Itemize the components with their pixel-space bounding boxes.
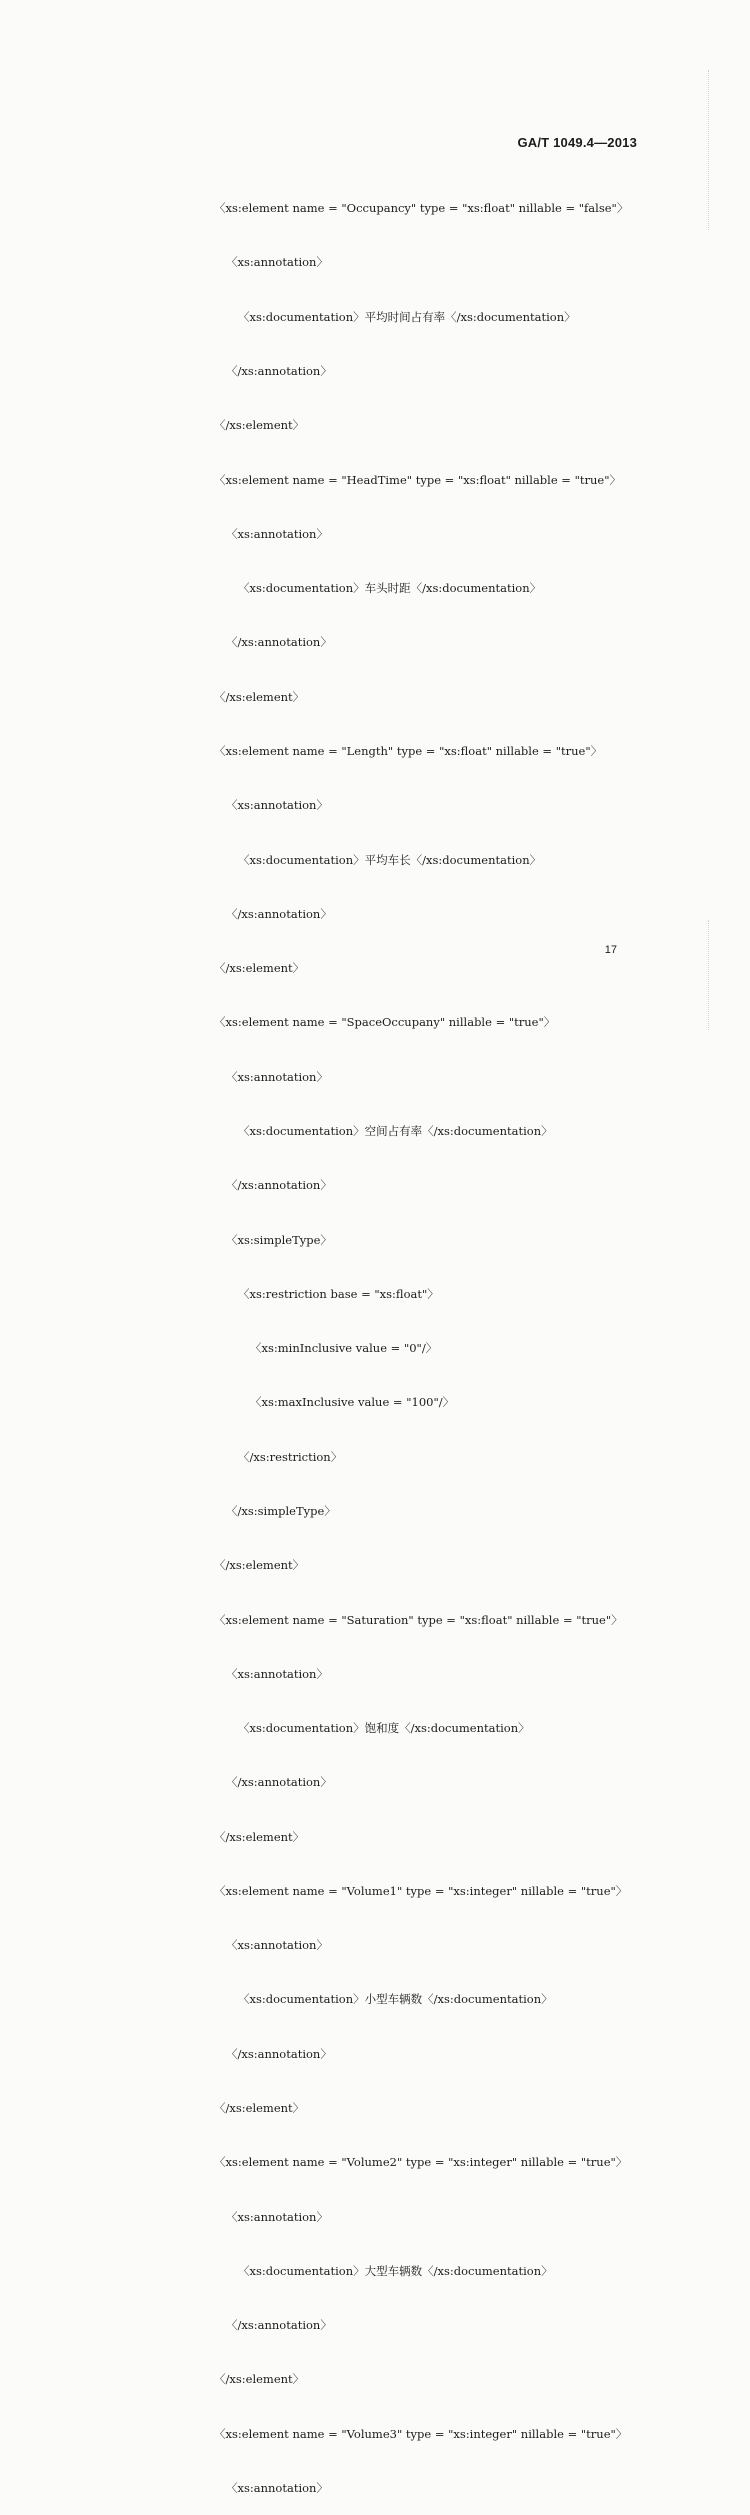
code-line: 〈xs:documentation〉空间占有率〈/xs:documentation〉	[238, 1123, 553, 1138]
code-line: 〈xs:restriction base = "xs:float"〉	[238, 1286, 439, 1301]
xml-schema-code-block	[214, 163, 628, 2515]
code-line: 〈/xs:annotation〉	[226, 364, 332, 379]
code-line: 〈/xs:restriction〉	[238, 1449, 343, 1464]
code-line: 〈xs:annotation〉	[226, 798, 328, 813]
scan-edge-artifact	[708, 70, 710, 230]
code-line: 〈/xs:simpleType〉	[226, 1503, 336, 1518]
code-line: 〈/xs:annotation〉	[226, 906, 332, 921]
code-line: 〈xs:annotation〉	[226, 255, 328, 270]
code-line: 〈xs:documentation〉平均车长〈/xs:documentation〉	[238, 852, 542, 867]
code-line: 〈xs:element name = "SpaceOccupany" nillable = "true"〉	[214, 1015, 556, 1030]
code-line: 〈/xs:element〉	[214, 1829, 305, 1844]
code-line: 〈xs:documentation〉车头时距〈/xs:documentation〉	[238, 581, 542, 596]
code-line: 〈xs:annotation〉	[226, 526, 328, 541]
code-line: 〈xs:documentation〉大型车辆数〈/xs:documentation〉	[238, 2263, 553, 2278]
code-line: 〈xs:annotation〉	[226, 2481, 328, 2495]
code-line: 〈/xs:element〉	[214, 418, 305, 433]
code-line: 〈/xs:annotation〉	[226, 1178, 332, 1193]
code-line: 〈xs:annotation〉	[226, 2209, 328, 2224]
code-line: 〈xs:element name = "Length" type = "xs:float" nillable = "true"〉	[214, 744, 603, 758]
code-line: 〈xs:element name = "Saturation" type = "xs:float" nillable = "true"〉	[214, 1612, 623, 1627]
code-line: 〈/xs:annotation〉	[226, 2046, 332, 2061]
code-line: 〈xs:documentation〉平均时间占有率〈/xs:documentation〉	[238, 309, 576, 324]
code-line: 〈xs:annotation〉	[226, 1938, 328, 1953]
code-line: 〈xs:annotation〉	[226, 1666, 328, 1681]
code-line: 〈/xs:element〉	[214, 689, 305, 704]
code-line: 〈xs:element name = "Occupancy" type = "xs:float" nillable = "false"〉	[214, 201, 629, 216]
code-line: 〈/xs:annotation〉	[226, 635, 332, 650]
code-line: 〈/xs:element〉	[214, 961, 305, 976]
code-line: 〈xs:documentation〉小型车辆数〈/xs:documentation〉	[238, 1992, 553, 2007]
code-line: 〈xs:minInclusive value = "0"/〉	[250, 1341, 438, 1356]
code-line: 〈/xs:element〉	[214, 1558, 305, 1573]
page-number: 17	[604, 944, 617, 956]
code-line: 〈xs:annotation〉	[226, 1069, 328, 1084]
code-line: 〈xs:element name = "Volume2" type = "xs:integer" nillable = "true"〉	[214, 2155, 628, 2170]
code-line: 〈/xs:element〉	[214, 2101, 305, 2116]
code-line: 〈/xs:element〉	[214, 2372, 305, 2387]
code-line: 〈/xs:annotation〉	[226, 1775, 332, 1790]
scan-edge-artifact	[708, 920, 710, 1030]
code-line: 〈/xs:annotation〉	[226, 2318, 332, 2333]
code-line: 〈xs:documentation〉饱和度〈/xs:documentation〉	[238, 1721, 530, 1736]
code-line: 〈xs:simpleType〉	[226, 1232, 332, 1247]
code-line: 〈xs:maxInclusive value = "100"/〉	[250, 1395, 455, 1410]
code-line: 〈xs:element name = "Volume3" type = "xs:integer" nillable = "true"〉	[214, 2426, 628, 2441]
code-line: 〈xs:element name = "HeadTime" type = "xs:float" nillable = "true"〉	[214, 472, 622, 487]
standard-number-header: GA/T 1049.4—2013	[517, 135, 637, 150]
code-line: 〈xs:element name = "Volume1" type = "xs:integer" nillable = "true"〉	[214, 1883, 628, 1898]
